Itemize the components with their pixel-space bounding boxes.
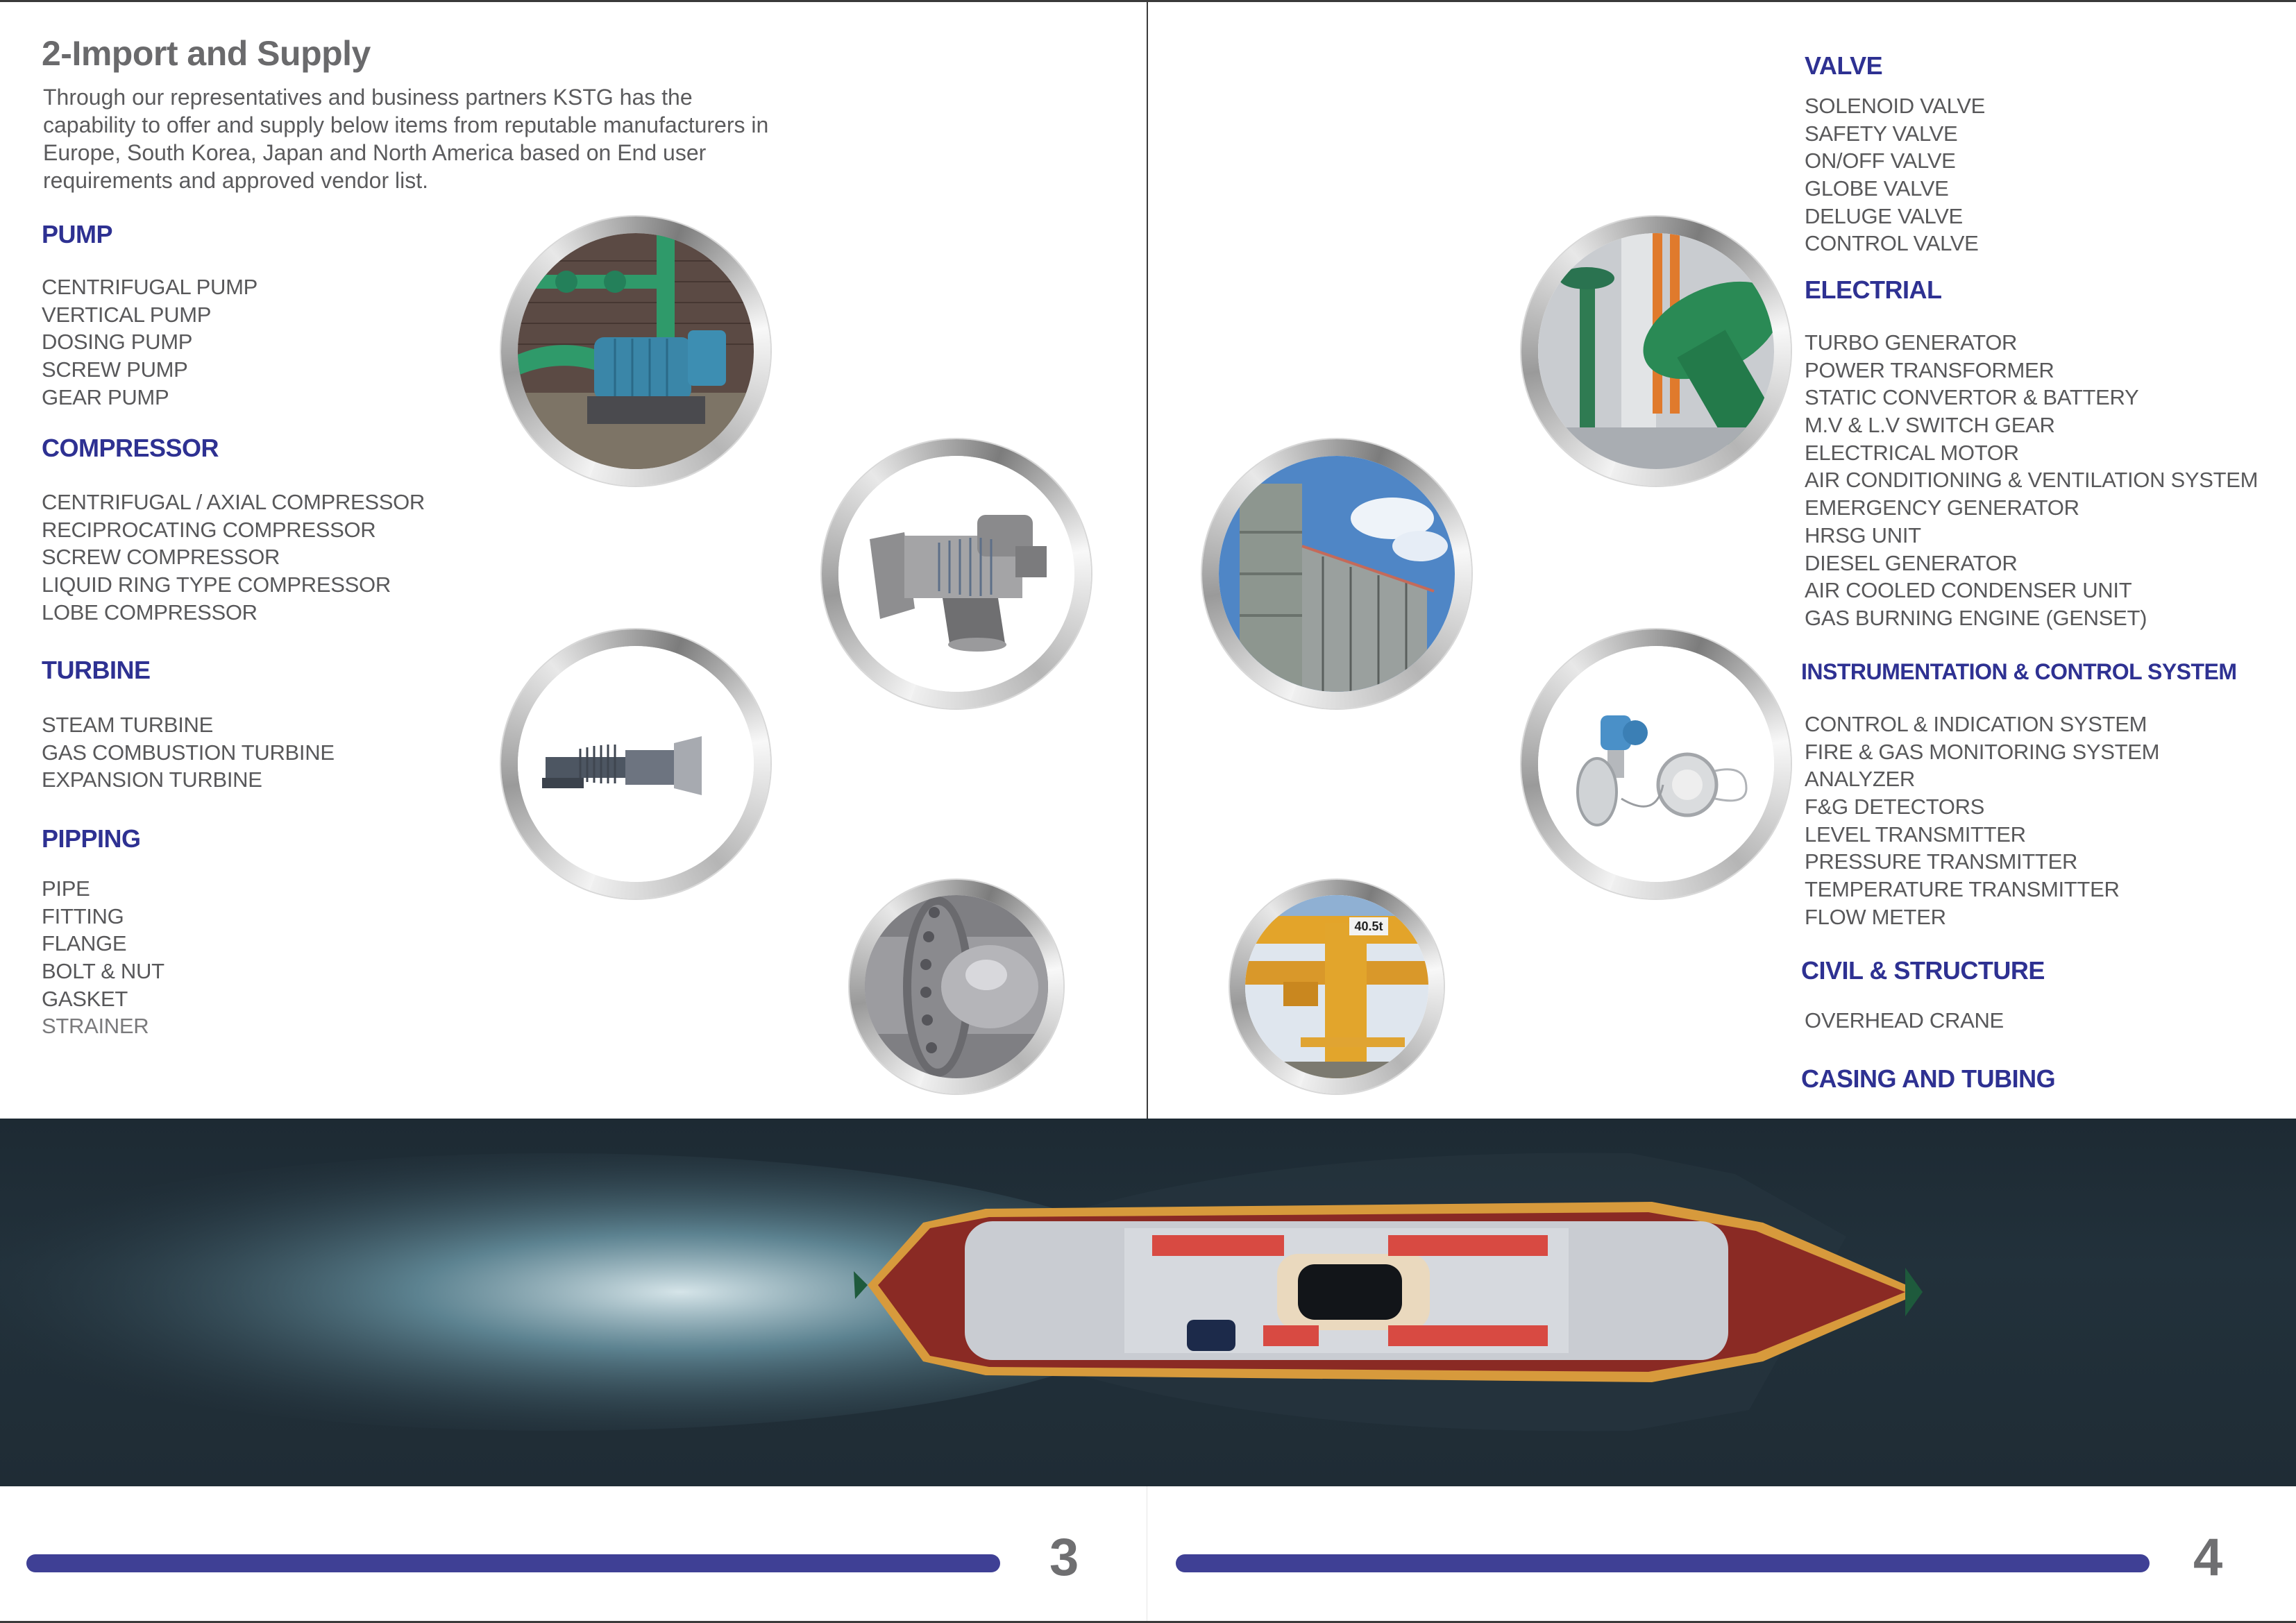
section-heading: CIVIL & STRUCTURE [1801,956,2045,985]
compressor-photo-frame [822,439,1091,708]
list-item: SCREW PUMP [42,357,188,382]
item-list [42,273,258,411]
list-item: CENTRIFUGAL PUMP [42,275,258,299]
section-heading: PIPPING [42,824,141,853]
list-item: SOLENOID VALVE [1805,94,1985,118]
section-heading: VALVE [1805,51,1883,80]
list-item: LEVEL TRANSMITTER [1805,822,2026,847]
transmitter-photo-frame [1521,629,1791,899]
intro-paragraph: Through our representatives and business partners KSTG has the capability to offer and supply below items from reputable manufacturers in Europe, South Korea, Japan and North America based on End user requirements and approved vendor list. [43,85,769,193]
list-item: STEAM TURBINE [42,713,214,737]
list-item: F&G DETECTORS [1805,794,1985,819]
section-valve [1805,51,1985,257]
section-compressor [42,433,425,626]
list-item: PIPE [42,876,90,901]
list-item: DOSING PUMP [42,330,193,355]
list-item: GLOBE VALVE [1805,176,1949,201]
footer-bar-left [26,1554,1000,1572]
flange-photo [865,895,1048,1078]
list-item: PRESSURE TRANSMITTER [1805,849,2078,874]
item-list [42,711,335,794]
page-number-right: 4 [2193,1528,2223,1587]
list-item: POWER TRANSFORMER [1805,357,2054,382]
page-spine-divider [1147,0,1148,1119]
page-title: 2-Import and Supply [42,34,371,73]
list-item: FLOW METER [1805,904,1946,929]
section-civil-structure [1801,955,2045,1035]
list-item: SAFETY VALVE [1805,121,1958,146]
list-item: CONTROL VALVE [1805,231,1979,256]
list-item: HRSG UNIT [1805,522,1921,547]
section-heading: ELECTRIAL [1805,275,1942,304]
section-heading: INSTRUMENTATION & CONTROL SYSTEM [1801,659,2237,684]
list-item: ANALYZER [1805,767,1915,792]
list-item: SCREW COMPRESSOR [42,545,280,570]
section-pipping [42,824,164,1040]
list-item: GAS BURNING ENGINE (GENSET) [1805,605,2147,630]
list-item: TEMPERATURE TRANSMITTER [1805,877,2120,902]
page-number-left: 3 [1049,1528,1079,1587]
section-electrial [1805,275,2258,632]
section-heading: CASING AND TUBING [1801,1064,2056,1093]
valve-photo [1538,233,1774,469]
list-item: TURBO GENERATOR [1805,330,2018,355]
pump-photo [518,233,754,469]
list-item: FITTING [42,903,124,928]
list-item: GASKET [42,986,128,1011]
list-item: BOLT & NUT [42,959,164,984]
list-item: AIR COOLED CONDENSER UNIT [1805,578,2132,603]
flange-photo-frame [850,880,1063,1094]
list-item: OVERHEAD CRANE [1805,1008,2004,1033]
list-item: FLANGE [42,931,127,956]
list-item: GAS COMBUSTION TURBINE [42,740,335,765]
footer-bar-right [1176,1554,2150,1572]
item-list [1805,329,2258,632]
section-heading: PUMP [42,220,113,248]
item-list [42,875,164,1040]
list-item: LIQUID RING TYPE COMPRESSOR [42,572,391,597]
power-plant-photo-frame [1202,439,1471,708]
top-border [0,0,2296,2]
power-plant-photo [1219,456,1455,692]
list-item: LOBE COMPRESSOR [42,600,258,624]
list-item: ON/OFF VALVE [1805,148,1956,173]
list-item: STATIC CONVERTOR & BATTERY [1805,385,2139,410]
item-list [42,488,425,626]
list-item: CENTRIFUGAL / AXIAL COMPRESSOR [42,490,425,514]
turbine-photo [518,646,754,882]
list-item: GEAR PUMP [42,384,169,409]
turbine-photo-frame [501,629,770,899]
list-item: EXPANSION TURBINE [42,767,262,792]
list-item: VERTICAL PUMP [42,302,212,327]
pump-photo-frame [501,216,770,486]
section-heading: COMPRESSOR [42,434,219,462]
section-casing-tubing [1801,1064,2055,1094]
list-item: DIESEL GENERATOR [1805,550,2018,575]
crane-sign-label: 40.5t [1354,919,1383,933]
list-item: DELUGE VALVE [1805,203,1963,228]
compressor-photo [838,456,1074,692]
transmitter-photo [1538,646,1774,882]
item-list [1805,92,1985,257]
list-item: CONTROL & INDICATION SYSTEM [1805,712,2147,736]
list-item: ELECTRICAL MOTOR [1805,440,2019,465]
list-item: M.V & L.V SWITCH GEAR [1805,413,2055,438]
crane-photo [1245,895,1428,1078]
section-instrumentation [1801,656,2237,931]
list-item: RECIPROCATING COMPRESSOR [42,517,376,542]
list-item: AIR CONDITIONING & VENTILATION SYSTEM [1805,468,2259,493]
ship-aerial-photo [0,1119,2296,1486]
list-item: EMERGENCY GENERATOR [1805,495,2079,520]
crane-photo-frame [1230,880,1444,1094]
item-list [1805,1007,2045,1035]
section-pump [42,219,258,411]
section-heading: TURBINE [42,656,151,684]
list-item: FIRE & GAS MONITORING SYSTEM [1805,739,2160,764]
section-turbine [42,655,335,794]
valve-photo-frame [1521,216,1791,486]
item-list [1805,711,2237,931]
list-item: STRAINER [42,1014,149,1039]
